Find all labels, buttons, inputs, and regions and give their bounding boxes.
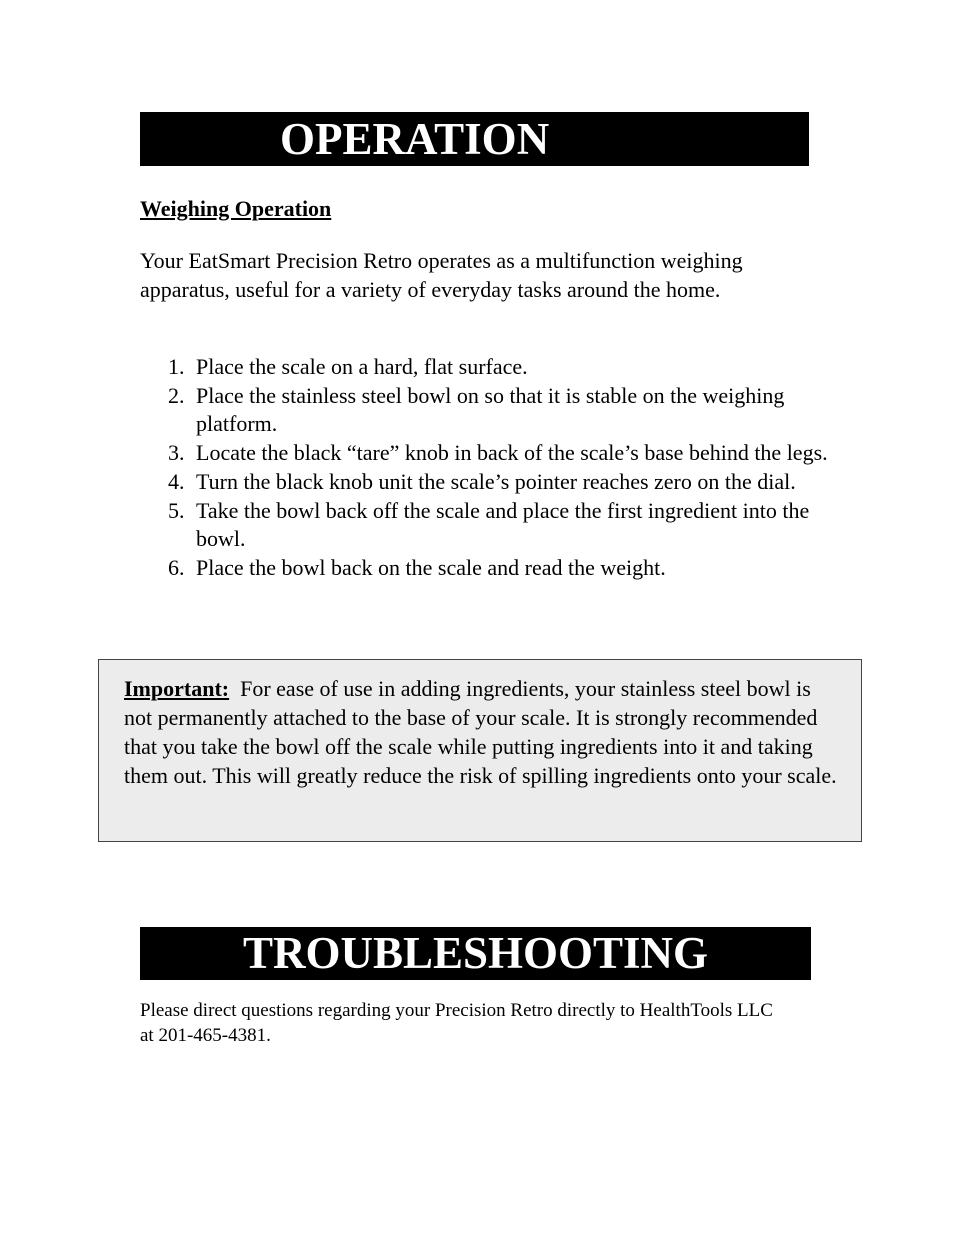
troubleshooting-heading: TROUBLESHOOTING [140,927,811,980]
steps-list [140,353,830,583]
contact-paragraph: Please direct questions regarding your Precision Retro directly to HealthTools LLC at 201-465-4381. [140,1000,773,1046]
list-item [140,382,830,439]
list-item [140,497,830,554]
step-number: 3. [168,440,185,466]
step-text: Locate the black “tare” knob in back of the scale’s base behind the legs. [196,440,828,466]
list-item [140,468,830,497]
operation-heading: OPERATION [140,112,809,166]
step-number: 4. [168,468,185,494]
step-text: Turn the black knob unit the scale’s pointer reaches zero on the dial. [196,468,796,494]
list-item [140,554,830,583]
step-text: Place the scale on a hard, flat surface. [196,354,528,379]
step-number: 6. [168,554,185,580]
important-label: Important: [124,676,230,701]
list-item [140,353,830,382]
step-text: Place the bowl back on the scale and read the weight. [196,554,666,580]
intro-paragraph: Your EatSmart Precision Retro operates as a multifunction weighing apparatus, useful for a variety of everyday tasks around the home. [140,248,743,302]
important-text: For ease of use in adding ingredients, your stainless steel bowl is not permanently attached to the base of your scale. It is strongly recommended that you take the bowl off the scale while putting ingredients into it and taking them out. This will greatly reduce the risk of spilling ingredients onto your scale. [124,676,837,788]
step-number: 5. [168,497,185,523]
important-note-box [98,659,862,842]
step-number: 2. [168,382,185,408]
weighing-operation-subheading: Weighing Operation [140,196,332,221]
step-text: Place the stainless steel bowl on so that it is stable on the weighing platform. [196,382,785,437]
step-number: 1. [168,354,185,379]
step-text: Take the bowl back off the scale and place the first ingredient into the bowl. [196,497,810,552]
list-item [140,439,830,468]
